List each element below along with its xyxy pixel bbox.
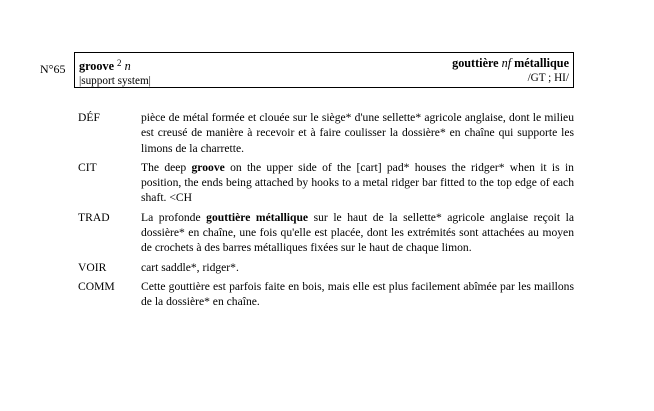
- field-label: COMM: [78, 279, 115, 293]
- field-label: VOIR: [78, 260, 107, 274]
- see-also-text: cart saddle*, ridger*.: [141, 260, 239, 274]
- field-definition: [78, 110, 574, 156]
- field-label: DÉF: [78, 111, 100, 124]
- french-term-part1: gouttière: [452, 56, 499, 70]
- field-content: [141, 279, 574, 310]
- field-label: TRAD: [78, 210, 110, 224]
- citation-text: on the upper side of the [cart] pad* houses the ridger* when it is in position, the ends being attached by hooks to a metal ridger bar fitted to the top edge of each shaft. <CH: [141, 160, 574, 205]
- field-content: [141, 210, 574, 256]
- field-content: [141, 110, 574, 156]
- english-term-block: [79, 56, 151, 89]
- translation-text: La profonde: [141, 210, 207, 224]
- translation-term: gouttière métallique: [206, 210, 309, 224]
- field-translation: [78, 210, 574, 256]
- french-grammar: nf: [501, 56, 512, 70]
- homonym-number: 2: [117, 58, 122, 68]
- entry-fields: [78, 110, 574, 314]
- comment-text: Cette gouttière est parfois faite en bois, mais elle est plus facilement abîmée par les maillons de la dossière* en chaîne.: [141, 279, 574, 309]
- citation-text: The deep: [141, 160, 192, 174]
- subject-domain: |support system|: [79, 75, 151, 87]
- field-label: CIT: [78, 160, 97, 174]
- english-term: groove: [79, 59, 114, 73]
- field-see-also: [78, 260, 574, 275]
- english-grammar: n: [124, 59, 131, 73]
- translation-text: sur le haut de la sellette* agricole anglaise reçoit la dossière* en chaîne, une fois qu'elle est placée, dont les extrémités sont attachées au moyen de crochets à des barres métalliques fixées sur le haut de chaque limon.: [141, 210, 574, 255]
- field-content: [141, 160, 574, 206]
- sources: /GT ; HI/: [527, 72, 569, 84]
- french-term-part2: métallique: [514, 56, 569, 70]
- field-comment: [78, 279, 574, 310]
- entry-number: N°65: [40, 62, 66, 76]
- definition-text: pièce de métal formée et clouée sur le siège* d'une sellette* agricole anglaise, dont le milieu est creusé de manière à recevoir et à faire coulisser la dossière* en chaîne qui supporte les limons de la charrette.: [141, 111, 574, 155]
- entry-header-box: [74, 52, 574, 88]
- french-term-block: [452, 56, 569, 86]
- field-content: [141, 260, 574, 275]
- citation-term: groove: [191, 160, 225, 174]
- field-citation: [78, 160, 574, 206]
